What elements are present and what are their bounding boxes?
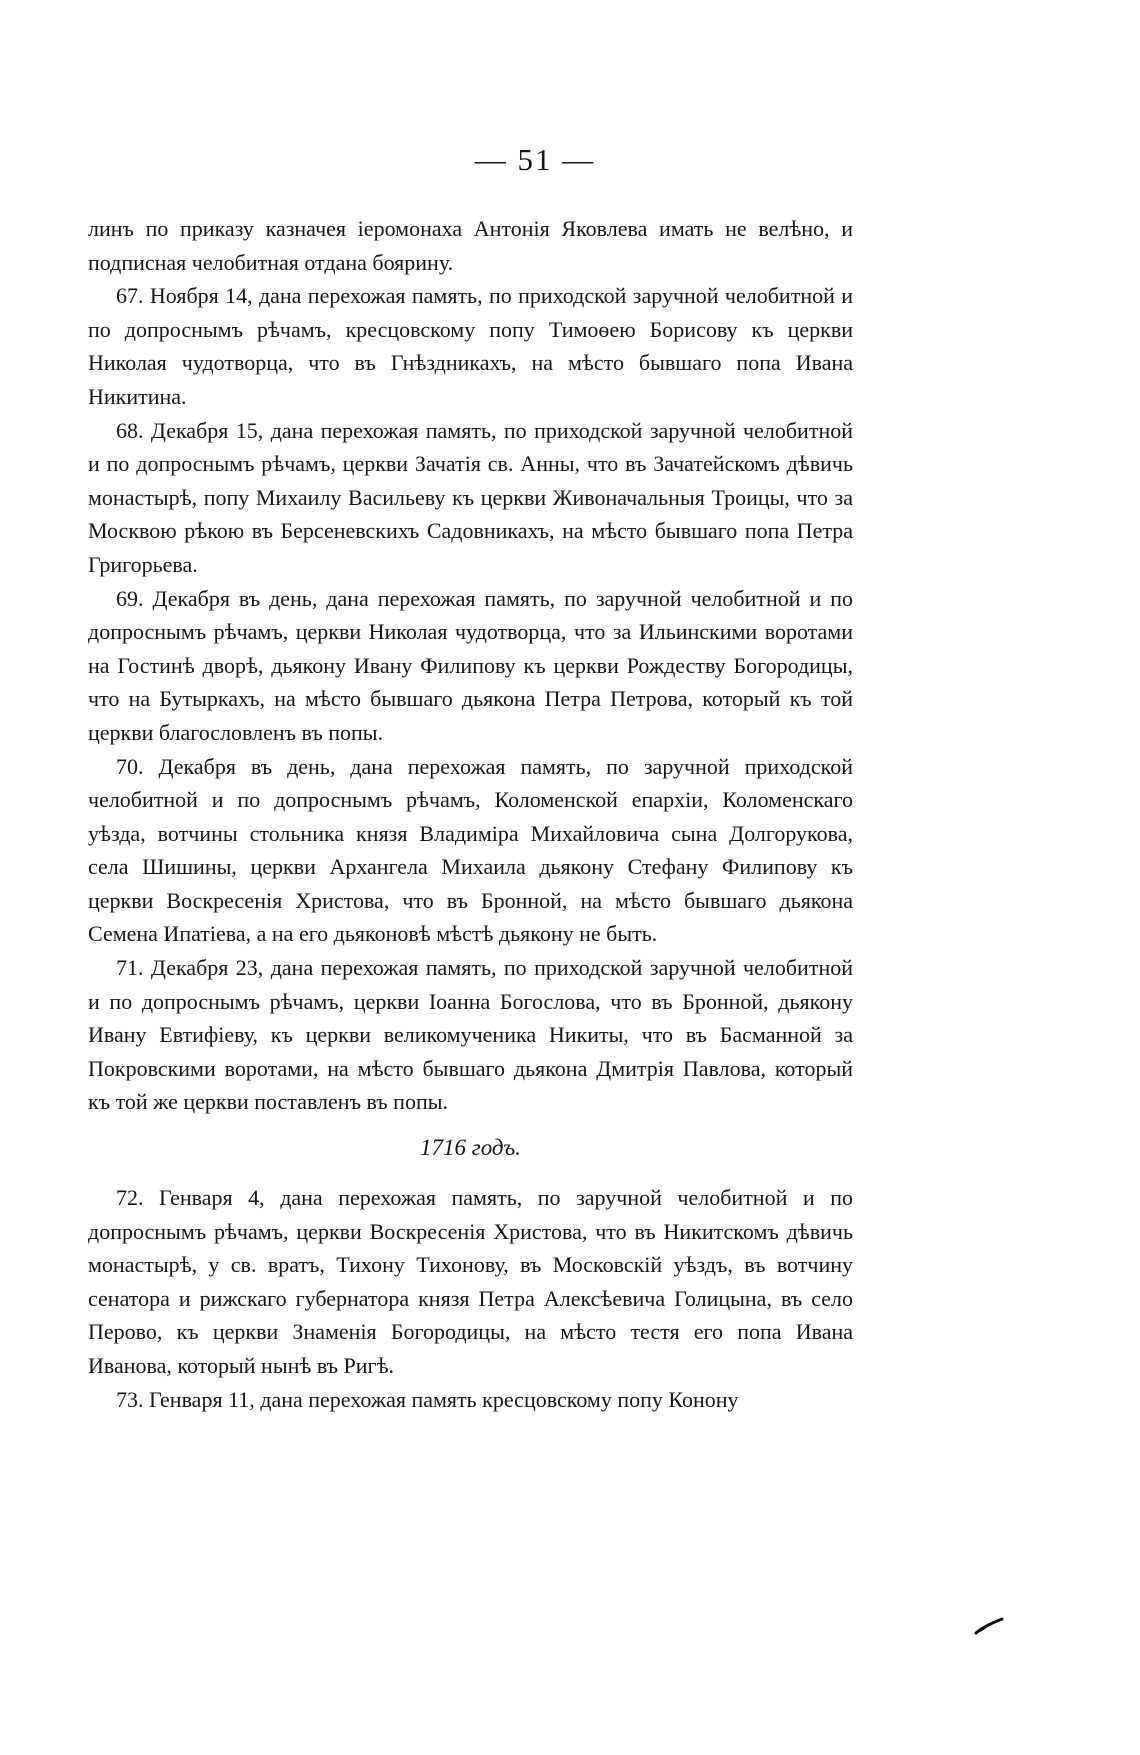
page-number: — 51 — [474,142,596,177]
paragraph-68: 68. Декабря 15, дана перехожая память, по приходской заручной челобитной и по допроснымъ рѣчамъ, церкви Зачатія св. Анны, что въ Зачатейскомъ дѣвичь монастырѣ, попу Михаилу Васильеву къ церкви Живоначальныя Троицы, что за Москвою рѣкою въ Берсеневскихъ Садовникахъ, на мѣсто бывшаго попа Петра Григорьева. [88,417,853,577]
paragraph-69: 69. Декабря въ день, дана перехожая память, по заручной челобитной и по допроснымъ рѣчамъ, церкви Николая чудотворца, что за Ильинскими воротами на Гостинѣ дворѣ, дьякону Ивану Филипову къ церкви Рождеству Богородицы, что на Бутыркахъ, на мѣсто бывшаго дьякона Петра Петрова, который къ той церкви благословленъ въ попы. [88,585,853,745]
paragraph-67: 67. Ноября 14, дана перехожая память, по приходской заручной челобитной и по допроснымъ рѣчамъ, кресцовскому попу Тимоѳею Борисову къ церкви Николая чудотворца, что въ Гнѣздникахъ, на мѣсто бывшаго попа Ивана Никитина. [88,283,853,409]
text-body [88,212,853,1416]
pen-mark-icon [974,1617,1004,1635]
year-heading: 1716 годъ. [420,1135,521,1161]
paragraph-continuation: линъ по приказу казначея іеромонаха Антонія Яковлева имать не велѣно, и подписная челобитная отдана боярину. [88,216,853,275]
paragraph-70: 70. Декабря въ день, дана перехожая память, по заручной приходской челобитной и по допроснымъ рѣчамъ, Коломенской епархіи, Коломенскаго уѣзда, вотчины стольника князя Владиміра Михайловича сына Долгорукова, села Шишины, церкви Архангела Михаила дьякону Стефану Филипову къ церкви Воскресенія Христова, что въ Бронной, на мѣсто бывшаго дьякона Семена Ипатіева, а на его дьяконовѣ мѣстѣ дьякону не быть. [88,753,853,947]
paragraph-71: 71. Декабря 23, дана перехожая память, по приходской заручной челобитной и по допроснымъ рѣчамъ, церкви Іоанна Богослова, что въ Бронной, дьякону Ивану Евтифіеву, къ церкви великомученика Никиты, что въ Басманной за Покровскими воротами, на мѣсто бывшаго дьякона Дмитрія Павлова, который къ той же церкви поставленъ въ попы. [88,955,853,1115]
paragraph-73: 73. Генваря 11, дана перехожая память кресцовскому попу Конону [116,1386,739,1412]
paragraph-72: 72. Генваря 4, дана перехожая память, по заручной челобитной и по допроснымъ рѣчамъ, церкви Воскресенія Христова, что въ Никитскомъ дѣвичь монастырѣ, у св. вратъ, Тихону Тихонову, въ Московскій уѣздъ, въ вотчину сенатора и рижскаго губернатора князя Петра Алексѣевича Голицына, въ село Перово, къ церкви Знаменія Богородицы, на мѣсто тестя его попа Ивана Иванова, который нынѣ въ Ригѣ. [88,1185,853,1378]
